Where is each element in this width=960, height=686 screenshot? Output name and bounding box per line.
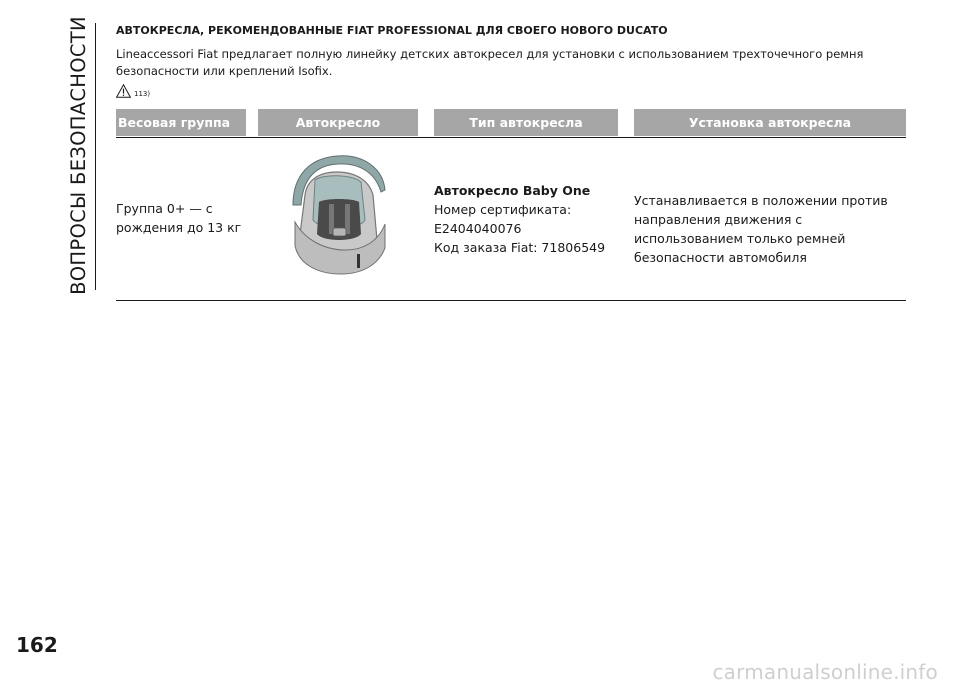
column-header-installation: Установка автокресла — [634, 109, 906, 136]
section-title — [60, 16, 96, 295]
certificate-label: Номер сертификата: — [434, 202, 572, 217]
warning-note — [116, 84, 150, 98]
warning-reference: 113) — [134, 90, 151, 98]
order-code: Код заказа Fiat: 71806549 — [434, 240, 606, 255]
table-bottom-rule — [116, 300, 906, 301]
page-heading: АВТОКРЕСЛА, РЕКОМЕНДОВАННЫЕ FIAT PROFESSIONAL ДЛЯ СВОЕГО НОВОГО DUCATO — [116, 24, 668, 37]
cell-seat-type — [434, 181, 624, 257]
intro-paragraph: Lineaccessori Fiat предлагает полную линейку детских автокресел для установки с использованием трехточечного ремня безопасности или креплений Isofix. — [116, 47, 864, 78]
cell-weight-group: Группа 0+ — с рождения до 13 кг — [116, 201, 242, 235]
column-header-seat: Автокресло — [258, 109, 418, 136]
warning-triangle-icon — [116, 84, 131, 98]
certificate-number: E2404040076 — [434, 221, 522, 236]
watermark: carmanualsonline.info — [712, 660, 938, 684]
column-header-weight-group: Весовая группа — [116, 109, 246, 136]
seat-name: Автокресло Baby One — [434, 183, 591, 198]
table-header-rule — [116, 137, 906, 138]
cell-installation: Устанавливается в положении против направления движения с использованием только ремней безопасности автомобиля — [634, 193, 888, 265]
section-divider — [95, 23, 96, 290]
baby-seat-image — [285, 150, 395, 280]
section-title-text: ВОПРОСЫ БЕЗОПАСНОСТИ — [66, 16, 90, 295]
column-header-seat-type: Тип автокресла — [434, 109, 618, 136]
page-number: 162 — [16, 633, 58, 657]
